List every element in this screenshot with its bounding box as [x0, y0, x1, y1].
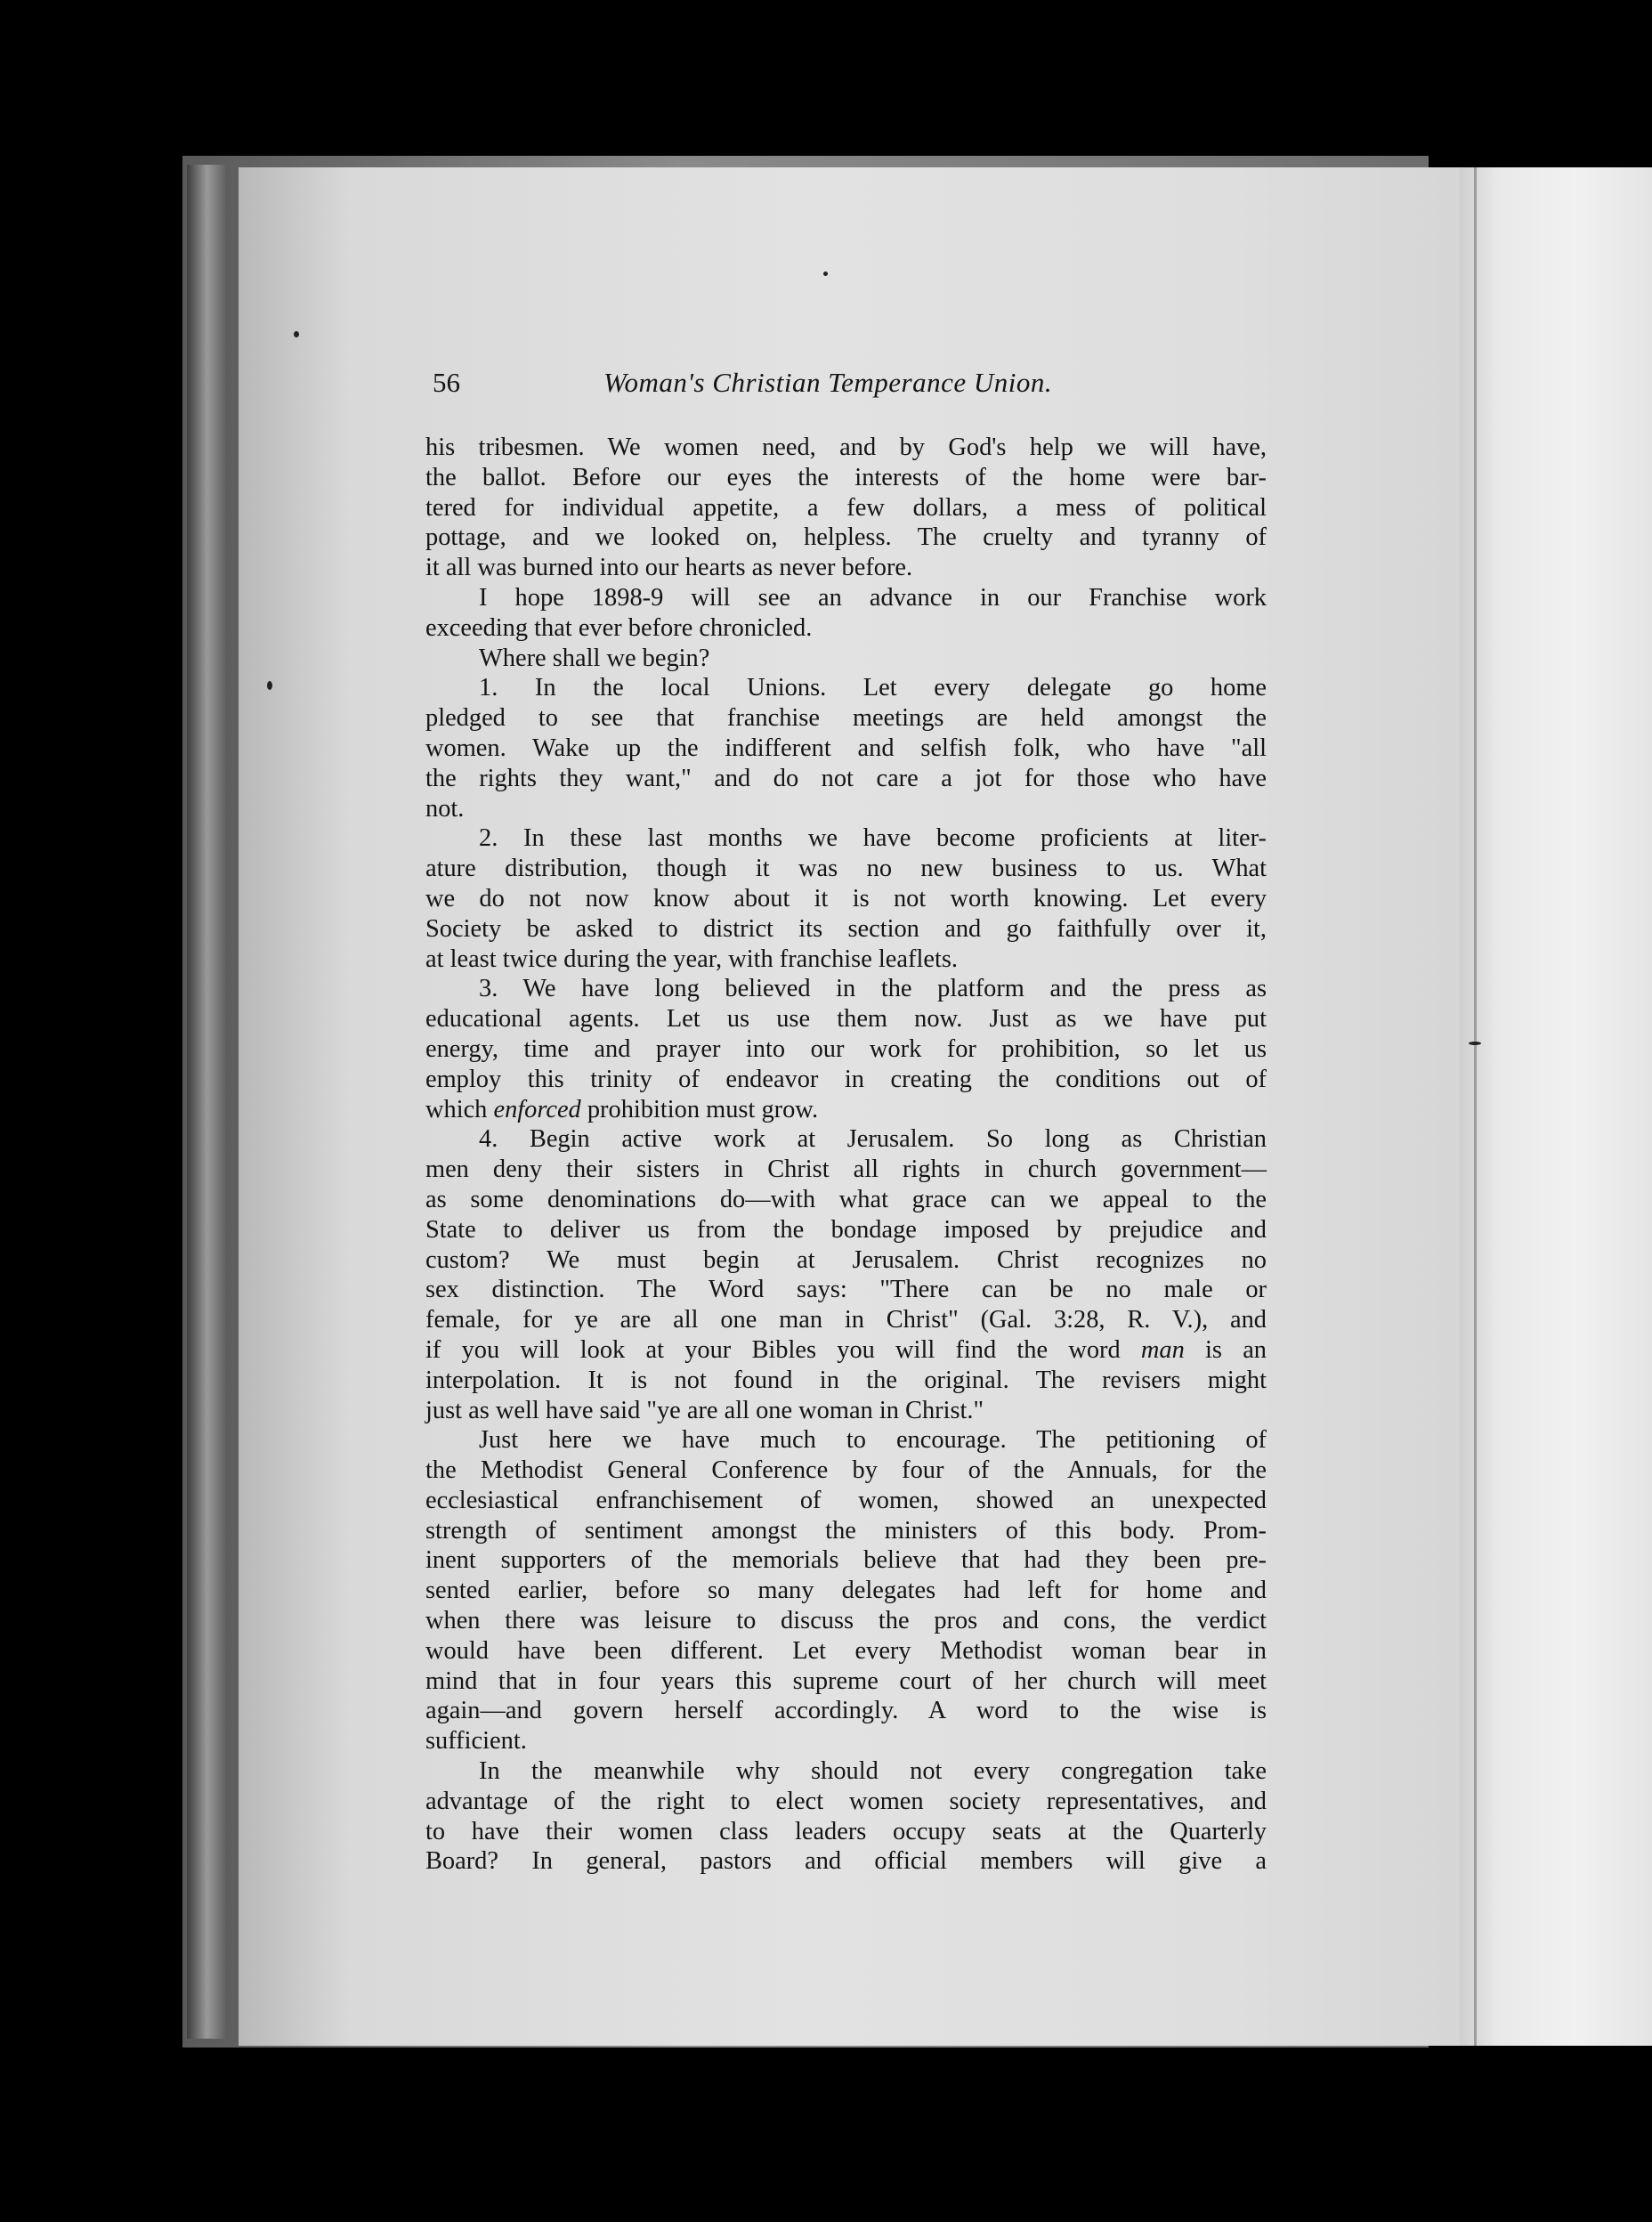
- text-line: employ this trinity of endeavor in creating the conditions out of: [425, 1065, 1267, 1093]
- text-line: educational agents. Let us use them now. Just as we have put: [425, 1005, 1267, 1034]
- text-line: pledged to see that franchise meetings are held amongst the: [425, 704, 1267, 733]
- text-line: mind that in four years this supreme court of her church will meet: [425, 1666, 1267, 1695]
- text-line: strength of sentiment amongst the ministers of this body. Prom-: [425, 1516, 1267, 1545]
- text-line: Where shall we begin?: [479, 644, 710, 672]
- text-line: 3. We have long believed in the platform and the press as: [479, 975, 1267, 1003]
- text-line: sex distinction. The Word says: "There can be no male or: [425, 1276, 1267, 1304]
- book-cover-edge: [187, 165, 227, 2039]
- text-line: tered for individual appetite, a few dollars, a mess of political: [425, 493, 1267, 522]
- scan-speck: [267, 681, 272, 690]
- text-line: sufficient.: [425, 1727, 527, 1756]
- text-line: exceeding that ever before chronicled.: [425, 613, 813, 642]
- text-line: at least twice during the year, with franchise leaflets.: [425, 945, 958, 973]
- page-number: 56: [433, 367, 460, 398]
- gutter-fold: [1474, 167, 1477, 2046]
- text-line: energy, time and prayer into our work for prohibition, so let us: [425, 1034, 1267, 1063]
- text-line: to have their women class leaders occupy seats at the Quarterly: [425, 1817, 1267, 1845]
- text-line: interpolation. It is not found in the original. The revisers might: [425, 1366, 1267, 1394]
- text-line: female, for ye are all one man in Christ" (Gal. 3:28, R. V.), and: [425, 1306, 1267, 1334]
- scan-speck: [294, 331, 299, 337]
- text-line: his tribesmen. We women need, and by God's help we will have,: [425, 434, 1267, 461]
- text-line: the Methodist General Conference by four of the Annuals, for the: [425, 1456, 1267, 1485]
- text-line: it all was burned into our hearts as never before.: [425, 554, 913, 582]
- text-line: In the meanwhile why should not every congregation take: [479, 1757, 1267, 1786]
- text-line: Society be asked to district its section and go faithfully over it,: [425, 914, 1267, 943]
- running-head-title: Woman's Christian Temperance Union.: [603, 367, 1053, 398]
- text-line: Board? In general, pastors and official members will give a: [425, 1847, 1267, 1876]
- text-line: 2. In these last months we have become proficients at liter-: [479, 824, 1267, 853]
- text-line: ature distribution, though it was no new business to us. What: [425, 855, 1267, 883]
- text-line: ecclesiastical enfranchisement of women, showed an unexpected: [425, 1486, 1267, 1514]
- text-line: when there was leisure to discuss the pros and cons, the verdict: [425, 1607, 1267, 1635]
- text-line: again—and govern herself accordingly. A word to the wise is: [425, 1697, 1267, 1725]
- text-line: as some denominations do—with what grace can we appeal to the: [425, 1185, 1267, 1213]
- body-text: [425, 433, 1267, 1877]
- text-line: State to deliver us from the bondage imposed by prejudice and: [425, 1215, 1267, 1244]
- text-line: pottage, and we looked on, helpless. The cruelty and tyranny of: [425, 523, 1267, 552]
- text-line: men deny their sisters in Christ all rights in church government—: [425, 1156, 1267, 1184]
- text-line: which enforced prohibition must grow.: [425, 1095, 819, 1123]
- text-line: sented earlier, before so many delegates had left for home and: [425, 1577, 1267, 1605]
- text-line: inent supporters of the memorials believe that had they been pre-: [425, 1546, 1267, 1575]
- text-line: the rights they want," and do not care a jot for those who have: [425, 764, 1267, 792]
- facing-page-gutter: [1460, 167, 1652, 2046]
- page-text-block: [425, 356, 1267, 1923]
- text-line: I hope 1898-9 will see an advance in our Franchise work: [479, 583, 1267, 612]
- text-line: we do not now know about it is not worth knowing. Let every: [425, 884, 1267, 912]
- text-line: women. Wake up the indifferent and selfish folk, who have "all: [425, 734, 1267, 762]
- text-line: advantage of the right to elect women society representatives, and: [425, 1787, 1267, 1815]
- scan-speck: [823, 272, 828, 276]
- scan-speck: [1469, 1042, 1481, 1045]
- text-line: 1. In the local Unions. Let every delegate go home: [479, 674, 1267, 702]
- text-line: if you will look at your Bibles you will find the word man is an: [425, 1335, 1267, 1364]
- text-line: Just here we have much to encourage. The petitioning of: [479, 1426, 1267, 1455]
- text-line: the ballot. Before our eyes the interests of the home were bar-: [425, 463, 1267, 491]
- text-line: just as well have said "ye are all one woman in Christ.": [425, 1396, 984, 1424]
- text-line: not.: [425, 794, 465, 823]
- text-line: custom? We must begin at Jerusalem. Christ recognizes no: [425, 1245, 1267, 1274]
- text-line: 4. Begin active work at Jerusalem. So long as Christian: [479, 1125, 1267, 1154]
- running-head: [425, 356, 1267, 410]
- text-line: would have been different. Let every Methodist woman bear in: [425, 1636, 1267, 1665]
